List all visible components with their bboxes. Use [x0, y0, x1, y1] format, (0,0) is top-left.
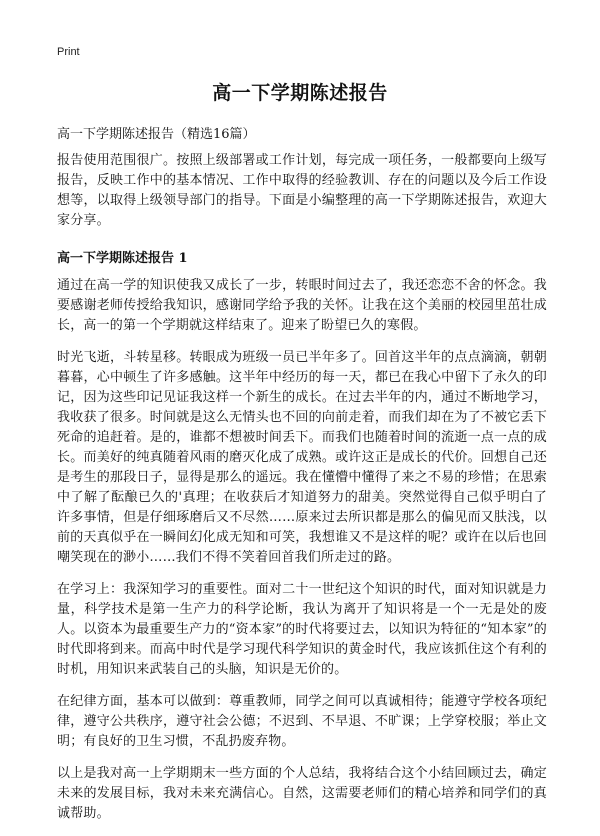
body-paragraph: 时光飞逝，斗转星移。转眼成为班级一员已半年多了。回首这半年的点点滴滴，朝朝暮暮，心中顿生了许多感触。这半年中经历的每一天，都已在我心中留下了永久的印记，因为这些印记见证我这样一个新生的成长。在过去半年的内，通过不断地学习，我收获了很多。时间就是这么无情头也不回的向前走着，而我们却在为了不被它丢下死命的追赶着。是的，谁都不想被时间丢下。而我们也随着时间的流逝一点一点的成长。而美好的纯真随着风雨的磨灭化成了成熟。或许这正是成长的代价。回想自己还是考生的那段日子，显得是那么的遥远。我在懂懵中懂得了来之不易的珍惜；在思索中了解了酝酿已久的'真理；在收获后才知道努力的甜美。突然觉得自己似乎明白了许多事情，但是仔细琢磨后又不尽然……原来过去所识都是那么的偏见而又肤浅，以前的天真似乎在一瞬间幻化成无知和可笑，我想谁又不是这样的呢？或许在以后也回嘲笑现在的渺小……我们不得不笑着回首我们所走过的路。: [57, 350, 547, 565]
section-heading: 高一下学期陈述报告 1: [57, 251, 188, 266]
body-paragraph: 以上是我对高一上学期期末一些方面的个人总结，我将结合这个小结回顾过去，确定未来的发展目标，我对未来充满信心。自然，这需要老师们的精心培养和同学们的真诚帮助。: [57, 766, 547, 821]
print-link[interactable]: Print: [57, 46, 80, 58]
document-body: [57, 151, 547, 836]
document-subtitle: 高一下学期陈述报告（精选16篇）: [57, 127, 256, 142]
page-title: 高一下学期陈述报告: [212, 82, 388, 104]
intro-paragraph: 报告使用范围很广。按照上级部署或工作计划，每完成一项任务，一般都要向上级写报告，反映工作中的基本情况、工作中取得的经验教训、存在的问题以及今后工作设想等，以取得上级领导部门的指导。下面是小编整理的高一下学期陈述报告，欢迎大家分享。: [57, 153, 547, 228]
body-paragraph: 在纪律方面，基本可以做到：尊重教师，同学之间可以真诚相待；能遵守学校各项纪律，遵守公共秩序，遵守社会公德；不迟到、不早退、不旷课；上学穿校服；举止文明；有良好的卫生习惯，不乱扔废弃物。: [57, 694, 547, 749]
body-paragraph: 在学习上：我深知学习的重要性。面对二十一世纪这个知识的时代，面对知识就是力量，科学技术是第一生产力的科学论断，我认为离开了知识将是一个一无是处的废人。以资本为最重要生产力的“资本家”的时代将要过去，以知识为特征的“知本家”的时代即将到来。而高中时代是学习现代科学知识的黄金时代，我应该抓住这个有利的时机，用知识来武装自己的头脑，知识是无价的。: [57, 582, 547, 677]
body-paragraph: 通过在高一学的知识使我又成长了一步，转眼时间过去了，我还恋恋不舍的怀念。我要感谢老师传授给我知识，感谢同学给予我的关怀。让我在这个美丽的校园里茁壮成长，高一的第一个学期就这样结束了。迎来了盼望已久的寒假。: [57, 278, 547, 333]
